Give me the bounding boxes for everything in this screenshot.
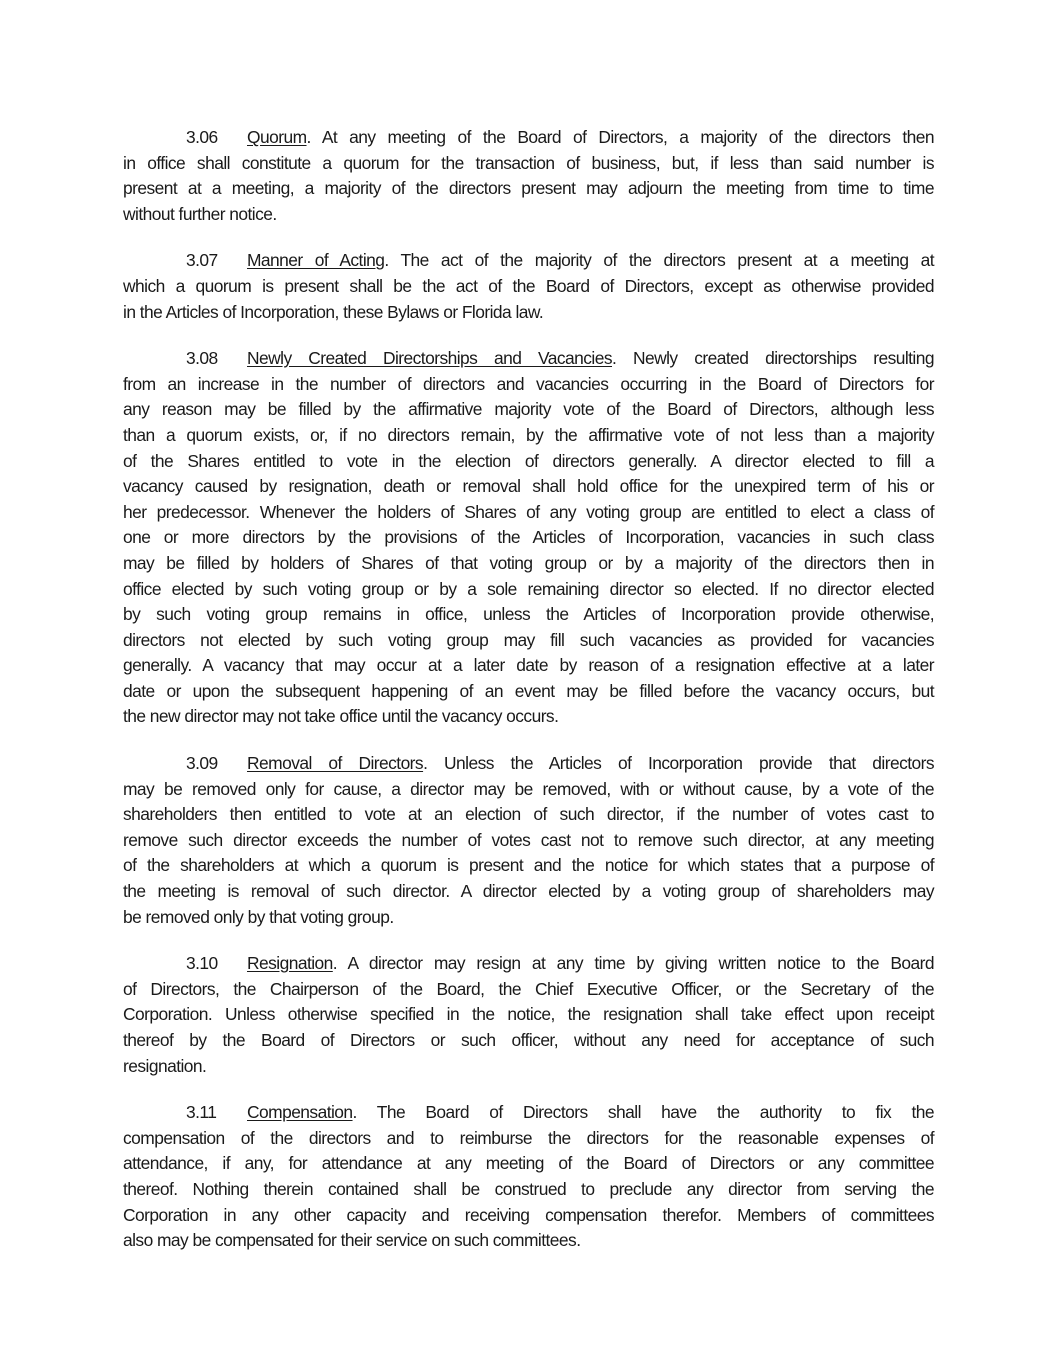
section-heading: Removal of Directors [247,753,424,774]
section-first-line [123,951,934,977]
section-line: vacancy caused by resignation, death or removal shall hold office for the unexpired term of his or [123,476,934,497]
section-3-09 [123,751,934,930]
section-3-08 [123,346,934,730]
section-line: attendance, if any, for attendance at any meeting of the Board of Directors or any committee [123,1153,934,1174]
section-line: resignation. [123,1055,207,1076]
section-line: office elected by such voting group or by a sole remaining director so elected. If no director elected [123,578,934,599]
section-number: 3.08 [186,348,218,369]
section-line: of Directors, the Chairperson of the Board, the Chief Executive Officer, or the Secretary of the [123,978,934,999]
section-number: 3.10 [186,953,218,974]
section-text: . The act of the majority of the directors present at a meeting at [384,250,934,271]
section-line: directors not elected by such voting group may fill such vacancies as provided for vacancies [123,629,934,650]
section-line: may be filled by holders of Shares of that voting group or by a majority of the directors then in [123,552,934,573]
section-line: in office shall constitute a quorum for the transaction of business, but, if less than said number is [123,152,934,173]
section-heading: Manner of Acting [247,250,385,271]
section-3-06 [123,125,934,227]
section-number: 3.09 [186,753,218,774]
section-text: . Unless the Articles of Incorporation provide that directors [423,753,935,774]
section-heading: Compensation [247,1102,353,1123]
section-heading: Newly Created Directorships and Vacancies [247,348,613,369]
section-line: by such voting group remains in office, unless the Articles of Incorporation provide otherwise, [123,604,934,625]
section-line: shareholders then entitled to vote at an election of such director, if the number of votes cast to [123,804,934,825]
section-line: generally. A vacancy that may occur at a later date by reason of a resignation effective at a later [123,655,934,676]
section-line: Corporation in any other capacity and receiving compensation therefor. Members of committees [123,1204,934,1225]
section-line: her predecessor. Whenever the holders of Shares of any voting group are entitled to elect a class of [123,501,934,522]
section-line: in the Articles of Incorporation, these Bylaws or Florida law. [123,301,544,322]
section-line: remove such director exceeds the number of votes cast not to remove such director, at any meeting [123,829,934,850]
section-heading: Quorum [247,127,307,147]
section-line: of the Shares entitled to vote in the election of directors generally. A director elected to fill a [123,450,934,471]
section-line: any reason may be filled by the affirmative majority vote of the Board of Directors, although less [123,399,934,420]
section-line: thereof by the Board of Directors or such officer, without any need for acceptance of such [123,1030,934,1050]
section-line: one or more directors by the provisions of the Articles of Incorporation, vacancies in such class [123,527,934,548]
section-3-07 [123,248,934,325]
section-number: 3.07 [186,250,218,271]
document-page [123,125,934,1275]
section-number: 3.06 [186,127,218,147]
section-first-line [123,1100,934,1126]
section-line: thereof. Nothing therein contained shall be construed to preclude any director from serving the [123,1178,934,1199]
section-first-line [123,346,934,372]
section-text: . A director may resign at any time by giving written notice to the Board [332,953,934,974]
section-line: of the shareholders at which a quorum is present and the notice for which states that a purpose of [123,855,934,876]
section-3-11 [123,1100,934,1254]
section-first-line [123,248,934,274]
section-line: also may be compensated for their service on such committees. [123,1230,581,1251]
section-line: without further notice. [123,203,277,224]
section-first-line [123,751,934,777]
section-line: date or upon the subsequent happening of an event may be filled before the vacancy occurs, but [123,680,934,701]
section-line: than a quorum exists, or, if no directors remain, by the affirmative vote of not less than a majority [123,424,934,445]
section-first-line [123,125,934,151]
section-line: Corporation. Unless otherwise specified in the notice, the resignation shall take effect upon receipt [123,1004,934,1025]
section-number: 3.11 [186,1102,217,1123]
section-line: which a quorum is present shall be the act of the Board of Directors, except as otherwise provided [123,275,934,296]
section-line: present at a meeting, a majority of the directors present may adjourn the meeting from time to time [123,178,934,199]
section-line: may be removed only for cause, a director may be removed, with or without cause, by a vote of the [123,778,934,799]
section-line: from an increase in the number of directors and vacancies occurring in the Board of Directors for [123,373,934,394]
section-text: . Newly created directorships resulting [612,348,934,369]
section-text: . At any meeting of the Board of Directors, a majority of the directors then [306,127,934,147]
section-line: be removed only by that voting group. [123,906,394,927]
section-line: the meeting is removal of such director. A director elected by a voting group of shareholders may [123,881,934,902]
section-heading: Resignation [247,953,333,974]
section-line: compensation of the directors and to reimburse the directors for the reasonable expenses of [123,1127,934,1148]
section-3-10 [123,951,934,1079]
section-text: . The Board of Directors shall have the authority to fix the [352,1102,934,1123]
section-line: the new director may not take office until the vacancy occurs. [123,706,559,727]
